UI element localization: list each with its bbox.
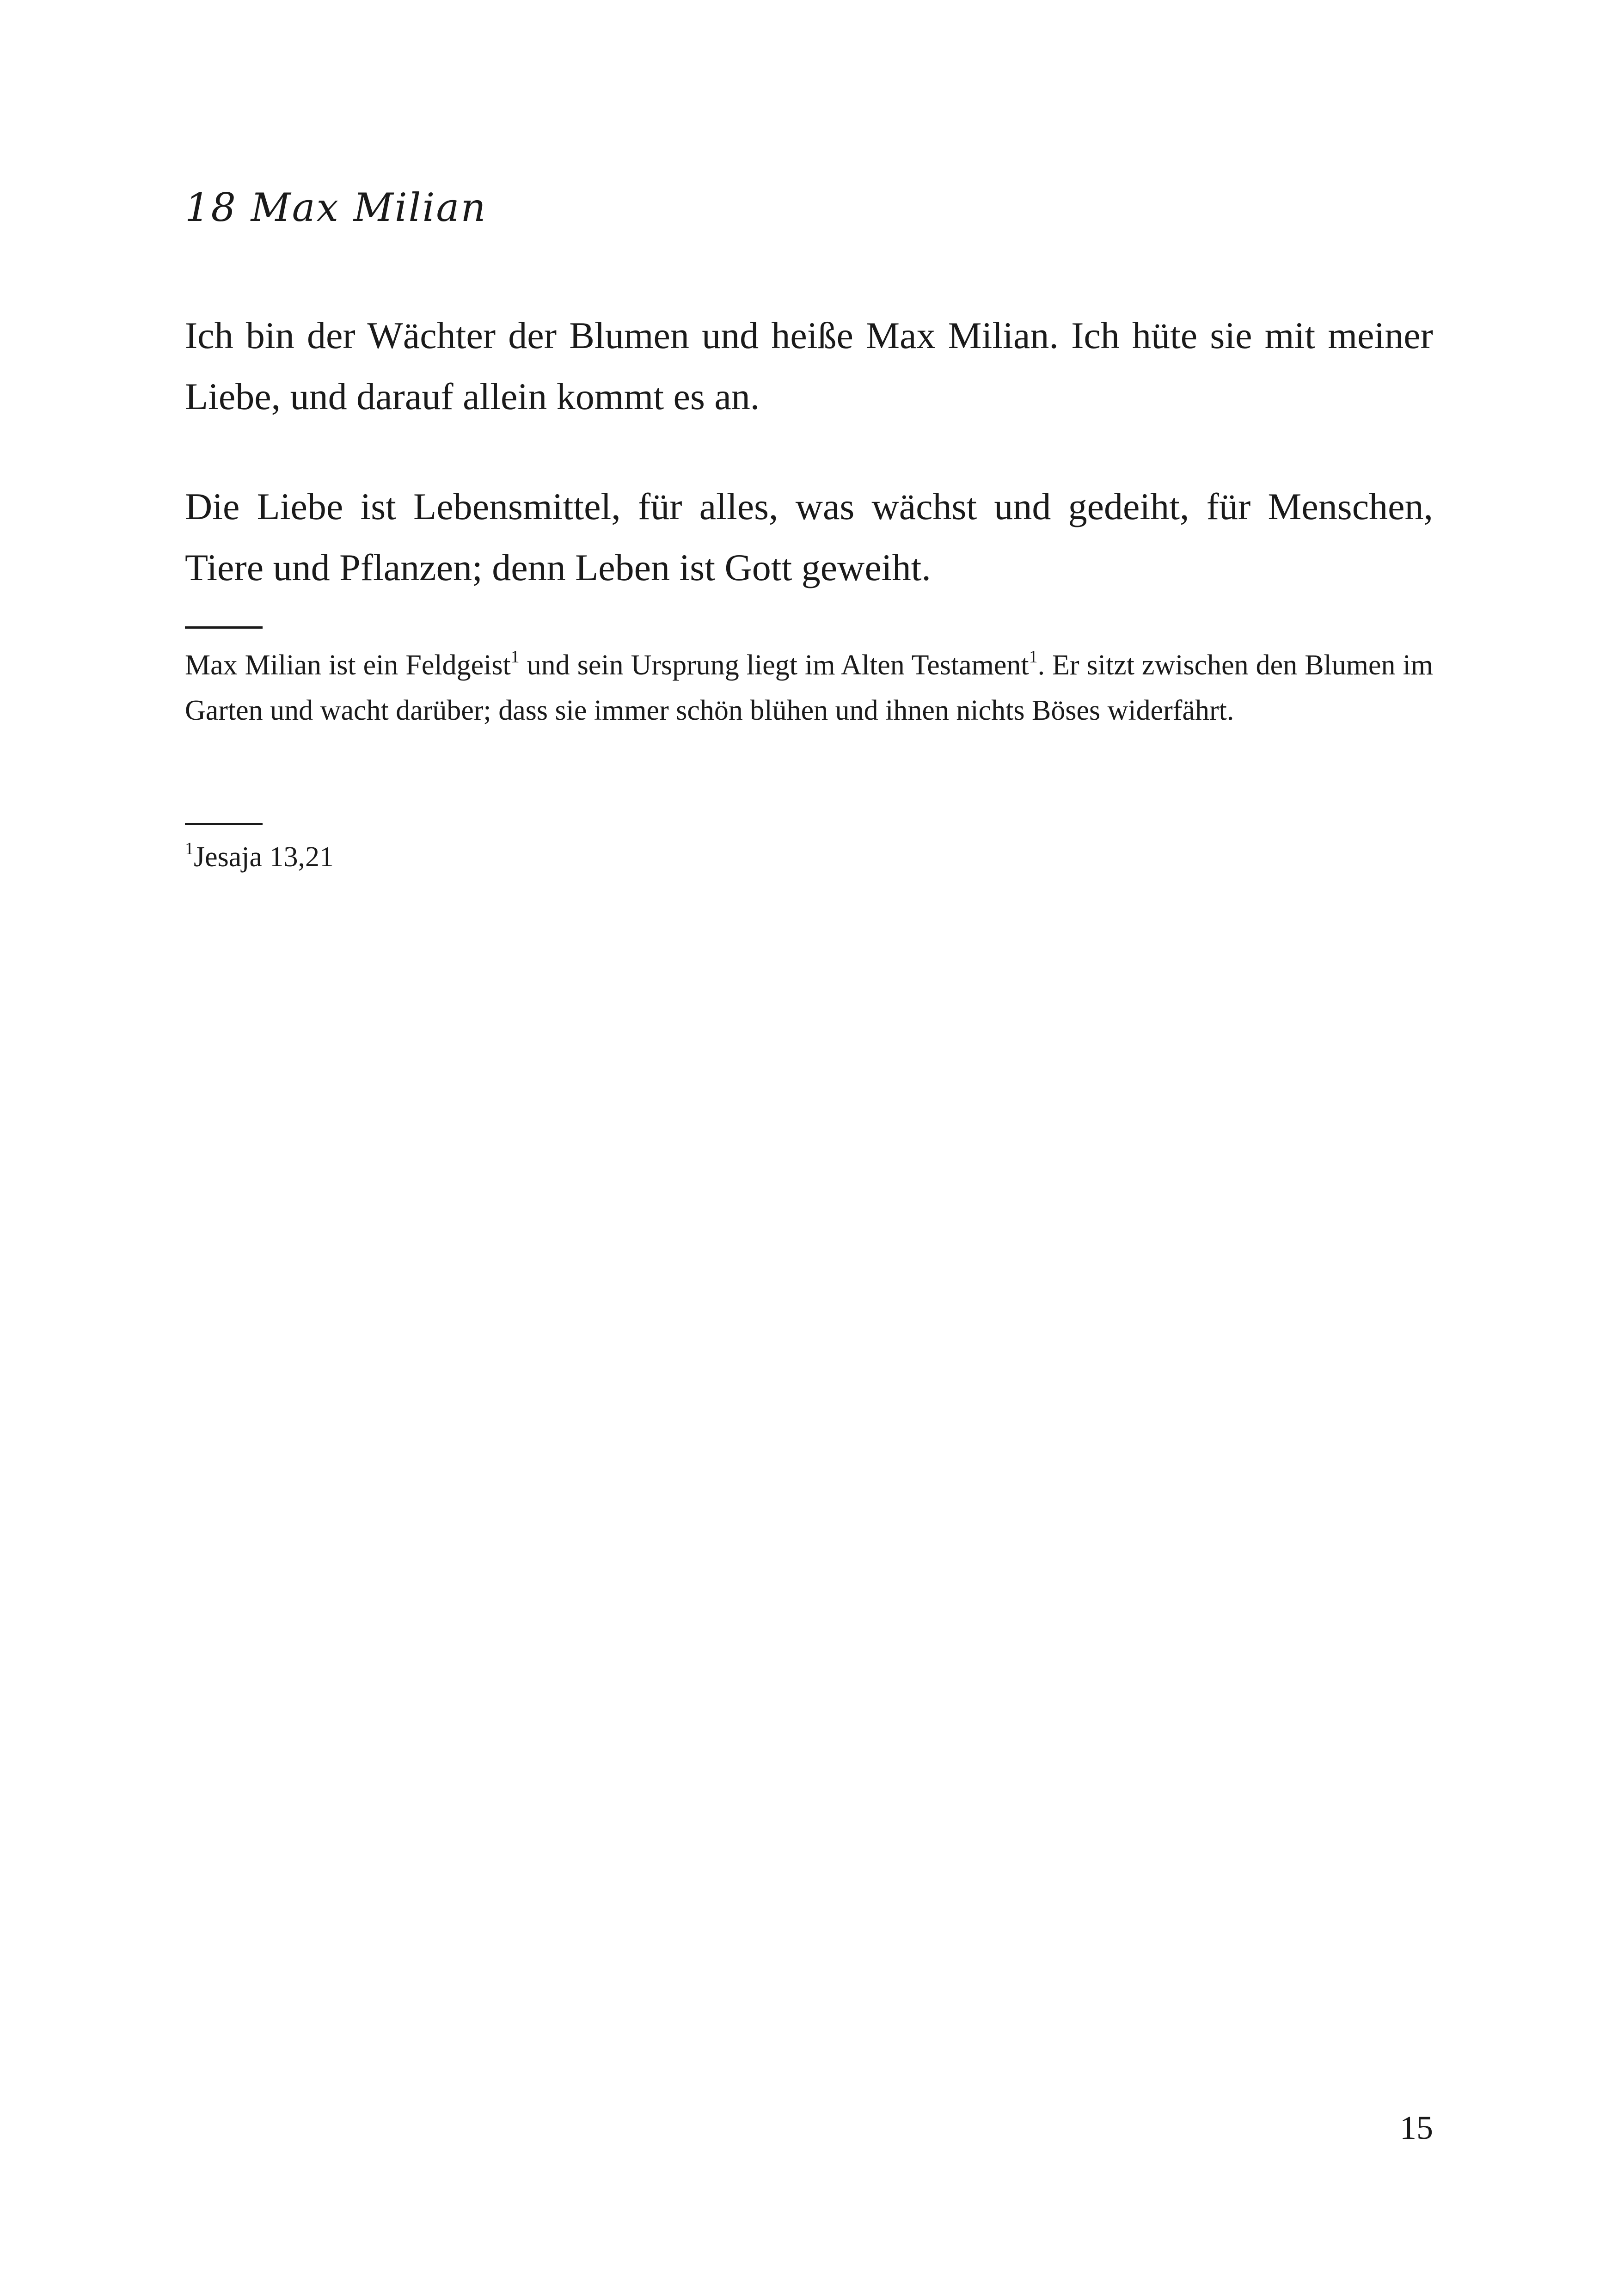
footnote [185, 834, 334, 880]
note-text: . Er sitzt zwischen den Blumen im Garten und wacht darüber; dass sie immer schön blühen und ihnen nichts Böses widerfährt. [185, 649, 1433, 726]
footnote-marker: 1 [185, 839, 194, 859]
footnote-text: Jesaja 13,21 [194, 841, 334, 873]
verse-2: Die Liebe ist Lebensmittel, für alles, was wächst und gedeiht, für Menschen, Tiere und Pflanzen; denn Leben ist Gott geweiht. [185, 485, 1433, 588]
note-text: Max Milian ist ein Feldgeist [185, 649, 511, 681]
footnote-separator-rule [185, 823, 263, 825]
page-number: 15 [1400, 2109, 1433, 2146]
footnote-marker: 1 [1029, 647, 1038, 667]
separator-rule [185, 626, 263, 629]
verse-1: Ich bin der Wächter der Blumen und heiße Max Milian. Ich hüte sie mit meiner Liebe, und darauf allein kommt es an. [185, 314, 1433, 417]
chapter-title: 18 Max Milian [185, 185, 487, 230]
explanatory-note [185, 643, 1433, 733]
note-text: und sein Ursprung liegt im Alten Testament [519, 649, 1029, 681]
footnote-marker: 1 [510, 647, 520, 667]
